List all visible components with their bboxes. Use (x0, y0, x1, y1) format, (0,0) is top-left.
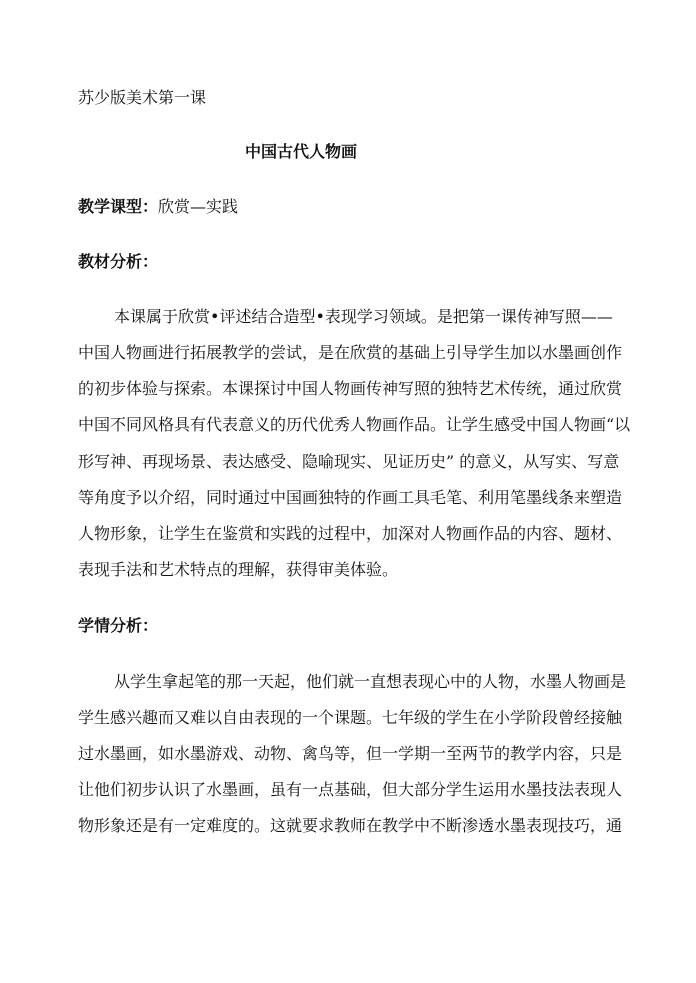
material-line: 本课属于欣赏•评述结合造型•表现学习领域。是把第一课传神写照—— (114, 307, 613, 326)
material-line: 中国不同风格具有代表意义的历代优秀人物画作品。让学生感受中国人物画“以 (78, 415, 631, 434)
learner-line: 过水墨画，如水墨游戏、动物、禽鸟等，但一学期一至两节的教学内容，只是 (78, 744, 623, 763)
document-title: 中国古代人物画 (244, 142, 357, 161)
learner-line: 让他们初步认识了水墨画，虽有一点基础，但大部分学生运用水墨技法表现人 (78, 780, 623, 799)
lesson-type-label: 教学课型： (78, 197, 159, 216)
learner-line: 学生感兴趣而又难以自由表现的一个课题。七年级的学生在小学阶段曾经接触 (78, 708, 623, 727)
material-line: 等角度予以介绍，同时通过中国画独特的作画工具毛笔、利用笔墨线条来塑造 (78, 488, 623, 507)
material-line: 中国人物画进行拓展教学的尝试，是在欣赏的基础上引导学生加以水墨画创作 (78, 343, 623, 362)
material-line: 人物形象，让学生在鉴赏和实践的过程中，加深对人物画作品的内容、题材、 (78, 524, 623, 543)
header-line: 苏少版美术第一课 (78, 88, 207, 107)
learner-line: 物形象还是有一定难度的。这就要求教师在教学中不断渗透水墨表现技巧，通 (78, 816, 623, 835)
learner-analysis-heading: 学情分析： (78, 616, 159, 635)
material-line: 形写神、再现场景、表达感受、隐喻现实、见证历史” 的意义，从写实、写意 (78, 452, 620, 471)
material-line: 表现手法和艺术特点的理解，获得审美体验。 (78, 560, 399, 579)
learner-line: 从学生拿起笔的那一天起，他们就一直想表现心中的人物，水墨人物画是 (114, 672, 627, 691)
lesson-type (78, 197, 238, 217)
lesson-type-value: 欣赏—实践 (158, 197, 239, 216)
material-line: 的初步体验与探索。本课探讨中国人物画传神写照的独特艺术传统，通过欣赏 (78, 379, 623, 398)
material-analysis-heading: 教材分析： (78, 252, 159, 271)
